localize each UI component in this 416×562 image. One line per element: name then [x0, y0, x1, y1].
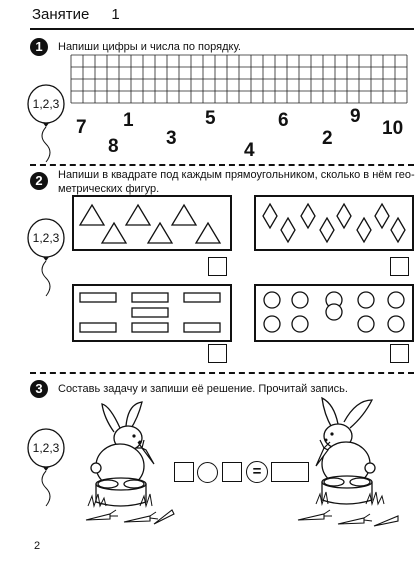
page-number: 2 — [34, 540, 41, 552]
number-1: 1 — [123, 110, 134, 131]
circle-shapes — [256, 286, 412, 340]
triangles-rectangle — [72, 195, 232, 251]
section-divider-2 — [30, 372, 414, 374]
number-3: 3 — [166, 128, 177, 149]
number-9: 9 — [350, 106, 361, 127]
equation-square-1[interactable] — [174, 462, 194, 482]
number-2: 2 — [322, 128, 333, 149]
answer-box-triangles[interactable] — [208, 257, 227, 276]
number-5: 5 — [205, 108, 216, 129]
triangle-shapes — [74, 197, 230, 249]
balloon-icon — [24, 84, 68, 164]
equation-square-2[interactable] — [222, 462, 242, 482]
equation-circle[interactable] — [197, 462, 218, 483]
lesson-title-label: Занятие — [32, 6, 90, 23]
equals-sign: = — [246, 461, 268, 483]
writing-grid[interactable] — [70, 54, 416, 104]
diamonds-rectangle — [254, 195, 414, 251]
balloon-icon — [24, 218, 68, 298]
task-1-badge: 1 — [30, 38, 48, 56]
diamond-shapes — [256, 197, 412, 249]
rabbit-right-illustration — [294, 394, 410, 532]
number-8: 8 — [108, 136, 119, 157]
number-4: 4 — [244, 140, 255, 161]
rabbit-left-illustration — [80, 398, 176, 528]
number-10: 10 — [382, 118, 404, 139]
circles-rectangle — [254, 284, 414, 342]
rectangles-rectangle — [72, 284, 232, 342]
section-divider-1 — [30, 164, 414, 166]
rectangle-shapes — [74, 286, 230, 340]
task-2-text-line1: Напиши в квадрате под каждым прямоугольником, сколько в нём гео- — [58, 169, 415, 181]
number-7: 7 — [76, 117, 87, 138]
balloon-label: 1,2,3 — [32, 441, 60, 455]
task-1-text: Напиши цифры и числа по порядку. — [58, 41, 241, 53]
balloon-label: 1,2,3 — [32, 231, 60, 245]
task-2-badge: 2 — [30, 172, 48, 190]
number-6: 6 — [278, 110, 289, 131]
balloon-icon — [24, 428, 68, 508]
task-3-text: Составь задачу и запиши её решение. Прочитай запись. — [58, 383, 348, 395]
answer-box-diamonds[interactable] — [390, 257, 409, 276]
lesson-title — [32, 6, 120, 23]
header-rule — [30, 28, 414, 30]
task-2-text-line2: метрических фигур. — [58, 183, 160, 195]
lesson-number: 1 — [111, 6, 120, 23]
task-3-badge: 3 — [30, 380, 48, 398]
answer-box-rectangles[interactable] — [208, 344, 227, 363]
answer-box-circles[interactable] — [390, 344, 409, 363]
balloon-label: 1,2,3 — [32, 97, 60, 111]
